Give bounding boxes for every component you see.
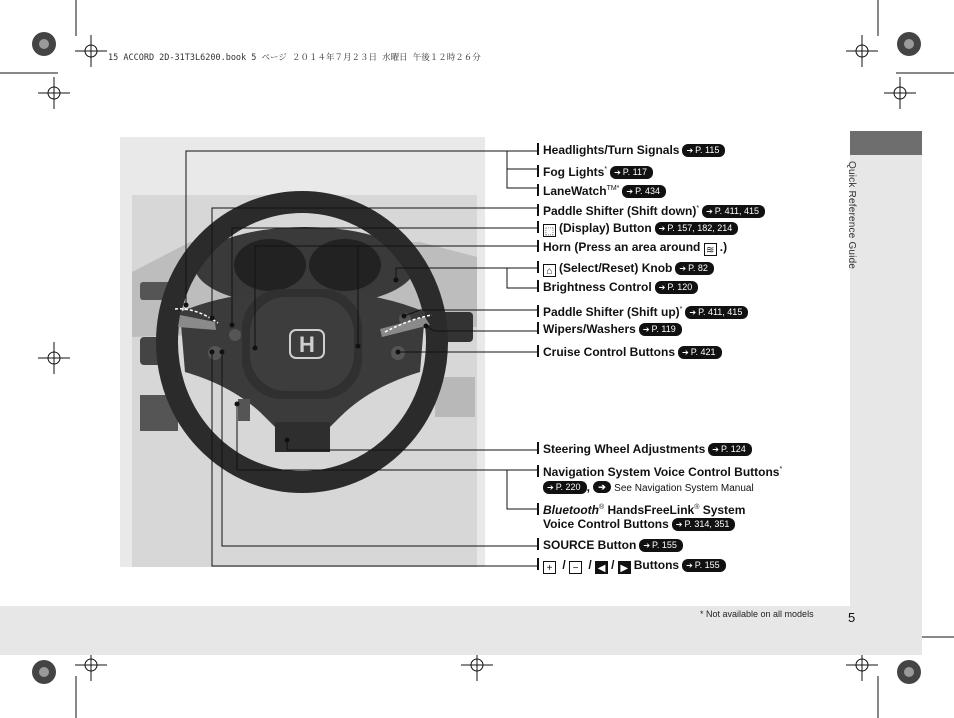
page-ref-link[interactable]: ➔ P. 421 [678, 346, 722, 359]
callout-nav-voice: Navigation System Voice Control Buttons* [537, 462, 782, 480]
page-ref-link[interactable]: ➔ P. 120 [655, 281, 699, 294]
page-ref-link[interactable]: ➔ P. 314, 351 [672, 518, 736, 531]
callout-paddle-down: Paddle Shifter (Shift down)* ➔ P. 411, 415 [537, 201, 765, 219]
arrow-icon: ➔ [682, 348, 689, 357]
arrow-icon: ➔ [679, 264, 687, 273]
page-ref-link[interactable]: ➔ P. 220 [543, 481, 587, 494]
page-number: 5 [848, 610, 856, 625]
callout-source: SOURCE Button ➔ P. 155 [537, 538, 683, 553]
arrow-icon: ➔ [642, 325, 650, 334]
callout-lanewatch: LaneWatch$^{TM*}$ ➔ P. 434 [537, 181, 666, 199]
callout-nav-voice-refs: ➔ P. 220 , ➔ See Navigation System Manual [543, 480, 754, 496]
honda-badge: H [299, 332, 315, 357]
arrow-icon: ➔ [675, 520, 683, 529]
callout-headlights: Headlights/Turn Signals ➔ P. 115 [537, 143, 725, 158]
page-ref-link[interactable]: ➔ P. 119 [639, 323, 682, 336]
arrow-icon: ➔ [614, 168, 621, 177]
arrow-icon: ➔ [658, 283, 666, 292]
arrow-icon: ➔ [686, 561, 693, 570]
arrow-icon: ➔ [689, 308, 697, 317]
page-ref-link[interactable]: ➔ P. 411, 415 [685, 306, 748, 319]
callout-steering-adjust: Steering Wheel Adjustments ➔ P. 124 [537, 442, 752, 457]
arrow-icon: ➔ [658, 224, 666, 233]
arrow-icon: ➔ [547, 483, 554, 492]
display-icon: ⬚ [544, 226, 555, 237]
page-ref-link[interactable]: ➔ P. 157, 182, 214 [655, 222, 739, 235]
callout-bluetooth-line2: Voice Control Buttons ➔ P. 314, 351 [543, 517, 735, 532]
callout-volume-buttons: + / − / ◀ / ▶ Buttons ➔ P. 155 [537, 558, 726, 574]
callout-display-button: ⬚ (Display) Button ➔ P. 157, 182, 214 [537, 221, 738, 237]
arrow-icon: ➔ [643, 541, 651, 550]
footnote: * Not available on all models [700, 609, 814, 619]
print-header: 15 ACCORD 2D-31T3L6200.book 5 ページ ２０１４年７月２３日 水曜日 午後１２時２６分 [108, 53, 481, 63]
minus-icon: − [569, 561, 582, 574]
callout-bluetooth: Bluetooth® HandsFreeLink® System [537, 500, 745, 518]
callout-paddle-up: Paddle Shifter (Shift up)* ➔ P. 411, 415 [537, 302, 748, 320]
callout-cruise: Cruise Control Buttons ➔ P. 421 [537, 345, 722, 360]
left-arrow-icon: ◀ [595, 561, 608, 574]
arrow-icon: ➔ [712, 445, 719, 454]
callout-select-reset-knob: ⌂ (Select/Reset) Knob ➔ P. 82 [537, 261, 714, 277]
page-ref-link[interactable]: ➔ P. 124 [708, 443, 752, 456]
right-arrow-icon: ▶ [618, 561, 631, 574]
page-ref-link[interactable]: ➔ P. 155 [682, 559, 726, 572]
arrow-icon: ➔ [686, 146, 694, 155]
page-ref-link[interactable]: ➔ P. 434 [622, 185, 666, 198]
page-ref-link[interactable]: ➔ P. 115 [682, 144, 725, 157]
page-ref-link[interactable]: ➔ P. 117 [610, 166, 653, 179]
section-label: Quick Reference Guide [846, 161, 857, 270]
arrow-icon: ➔ [626, 187, 634, 196]
callout-wipers: Wipers/Washers ➔ P. 119 [537, 322, 682, 337]
arrow-icon[interactable]: ➔ [593, 481, 611, 493]
plus-icon: + [543, 561, 556, 574]
page-ref-link[interactable]: ➔ P. 82 [675, 262, 714, 275]
page-ref-link[interactable]: ➔ P. 411, 415 [702, 205, 765, 218]
callout-brightness: Brightness Control ➔ P. 120 [537, 280, 698, 295]
callout-horn: Horn (Press an area around ≋ .) [537, 240, 727, 256]
arrow-icon: ➔ [706, 207, 713, 216]
horn-icon: ≋ [704, 243, 717, 256]
callout-fog-lights: Fog Lights* ➔ P. 117 [537, 162, 653, 180]
page-ref-link[interactable]: ➔ P. 155 [639, 539, 683, 552]
select-reset-icon: ⌂ [543, 264, 556, 277]
